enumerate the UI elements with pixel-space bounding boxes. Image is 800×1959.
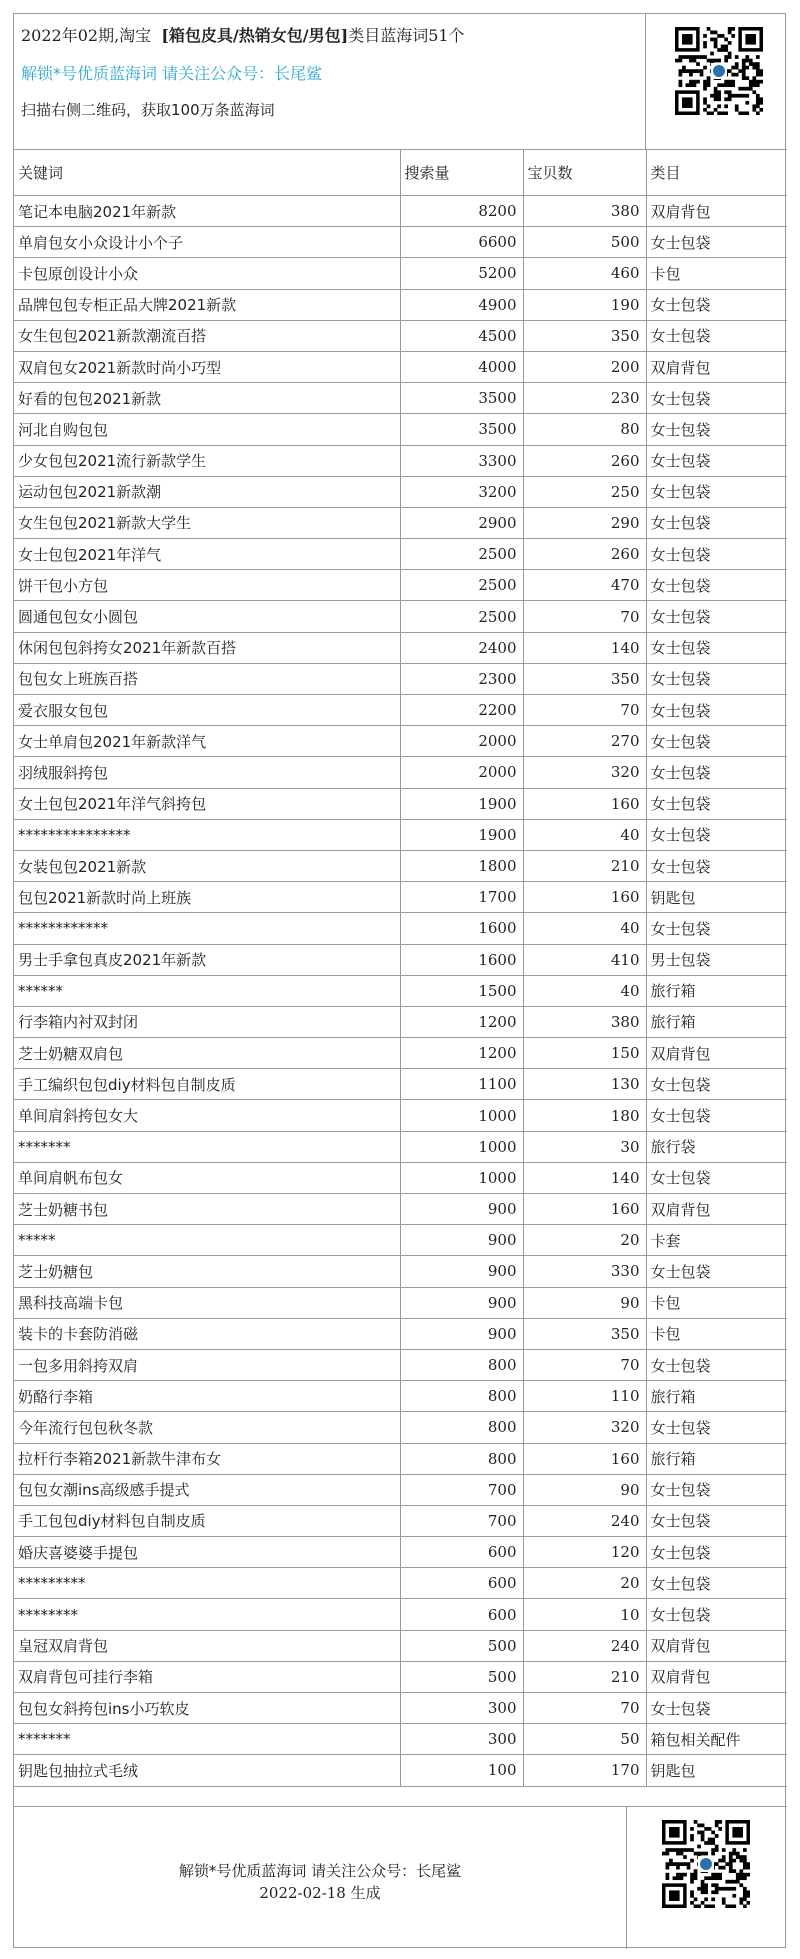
cell-search: 500 bbox=[400, 1661, 523, 1692]
scan-hint: 扫描右侧二维码，获取100万条蓝海词 bbox=[21, 101, 275, 119]
cell-keyword: 笔记本电脑2021年新款 bbox=[14, 196, 400, 227]
cell-search: 3300 bbox=[400, 445, 523, 476]
cell-keyword: 行李箱内衬双封闭 bbox=[14, 1006, 400, 1037]
promo-text: 解锁*号优质蓝海词 请关注公众号：长尾鲨 bbox=[21, 64, 323, 83]
cell-search: 1200 bbox=[400, 1038, 523, 1069]
cell-items: 170 bbox=[523, 1755, 646, 1786]
cell-category: 女士包袋 bbox=[646, 1349, 787, 1380]
cell-keyword: 婚庆喜婆婆手提包 bbox=[14, 1537, 400, 1568]
cell-category: 卡包 bbox=[646, 1318, 787, 1349]
cell-category: 双肩背包 bbox=[646, 351, 787, 382]
cell-keyword: 一包多用斜挎双肩 bbox=[14, 1349, 400, 1380]
table-row bbox=[14, 726, 787, 757]
cell-items: 230 bbox=[523, 383, 646, 414]
cell-keyword: 单间肩帆布包女 bbox=[14, 1162, 400, 1193]
cell-items: 70 bbox=[523, 1349, 646, 1380]
cell-keyword: 休闲包包斜挎女2021年新款百搭 bbox=[14, 632, 400, 663]
cell-keyword: 手工包包diy材料包自制皮质 bbox=[14, 1505, 400, 1536]
cell-items: 200 bbox=[523, 351, 646, 382]
cell-keyword: 少女包包2021流行新款学生 bbox=[14, 445, 400, 476]
cell-search: 2000 bbox=[400, 757, 523, 788]
cell-category: 钥匙包 bbox=[646, 882, 787, 913]
footer-promo: 解锁*号优质蓝海词 请关注公众号：长尾鲨 bbox=[178, 1862, 462, 1880]
cell-keyword: 芝士奶糖双肩包 bbox=[14, 1038, 400, 1069]
table-row bbox=[14, 1069, 787, 1100]
cell-items: 90 bbox=[523, 1287, 646, 1318]
table-row bbox=[14, 1381, 787, 1412]
cell-items: 150 bbox=[523, 1038, 646, 1069]
cell-search: 3200 bbox=[400, 476, 523, 507]
cell-category: 箱包相关配件 bbox=[646, 1724, 787, 1755]
cell-items: 380 bbox=[523, 196, 646, 227]
cell-search: 800 bbox=[400, 1381, 523, 1412]
cell-keyword: 圆通包包女小圆包 bbox=[14, 601, 400, 632]
table-row bbox=[14, 1724, 787, 1755]
cell-keyword: *************** bbox=[14, 819, 400, 850]
table-row bbox=[14, 539, 787, 570]
table-row bbox=[14, 975, 787, 1006]
table-row bbox=[14, 289, 787, 320]
table-row bbox=[14, 882, 787, 913]
report-header bbox=[14, 14, 787, 150]
cell-items: 30 bbox=[523, 1131, 646, 1162]
cell-items: 240 bbox=[523, 1630, 646, 1661]
cell-items: 40 bbox=[523, 975, 646, 1006]
col-header-category: 类目 bbox=[646, 150, 787, 196]
cell-search: 700 bbox=[400, 1505, 523, 1536]
cell-category: 旅行箱 bbox=[646, 1381, 787, 1412]
table-row bbox=[14, 632, 787, 663]
cell-items: 470 bbox=[523, 570, 646, 601]
cell-search: 2200 bbox=[400, 695, 523, 726]
qr-code-icon bbox=[675, 27, 763, 115]
cell-search: 500 bbox=[400, 1630, 523, 1661]
table-row bbox=[14, 663, 787, 694]
table-row bbox=[14, 1412, 787, 1443]
cell-category: 双肩背包 bbox=[646, 1661, 787, 1692]
cell-search: 600 bbox=[400, 1537, 523, 1568]
cell-keyword: 双肩包女2021新款时尚小巧型 bbox=[14, 351, 400, 382]
cell-keyword: 女士包包2021年洋气 bbox=[14, 539, 400, 570]
cell-category: 女士包袋 bbox=[646, 663, 787, 694]
cell-items: 350 bbox=[523, 320, 646, 351]
cell-category: 女士包袋 bbox=[646, 1069, 787, 1100]
cell-category: 双肩背包 bbox=[646, 1630, 787, 1661]
cell-items: 160 bbox=[523, 1194, 646, 1225]
cell-items: 320 bbox=[523, 757, 646, 788]
cell-search: 8200 bbox=[400, 196, 523, 227]
cell-items: 210 bbox=[523, 850, 646, 881]
cell-items: 260 bbox=[523, 445, 646, 476]
cell-keyword: 装卡的卡套防消磁 bbox=[14, 1318, 400, 1349]
cell-search: 1100 bbox=[400, 1069, 523, 1100]
cell-keyword: 包包2021新款时尚上班族 bbox=[14, 882, 400, 913]
cell-search: 900 bbox=[400, 1287, 523, 1318]
table-row bbox=[14, 1318, 787, 1349]
cell-items: 460 bbox=[523, 258, 646, 289]
cell-keyword: 今年流行包包秋冬款 bbox=[14, 1412, 400, 1443]
table-row bbox=[14, 1131, 787, 1162]
cell-keyword: 运动包包2021新款潮 bbox=[14, 476, 400, 507]
cell-search: 1800 bbox=[400, 850, 523, 881]
table-row bbox=[14, 1661, 787, 1692]
cell-search: 2300 bbox=[400, 663, 523, 694]
cell-keyword: 皇冠双肩背包 bbox=[14, 1630, 400, 1661]
cell-keyword: ***** bbox=[14, 1225, 400, 1256]
cell-items: 330 bbox=[523, 1256, 646, 1287]
table-row bbox=[14, 1194, 787, 1225]
cell-search: 1500 bbox=[400, 975, 523, 1006]
cell-search: 1200 bbox=[400, 1006, 523, 1037]
cell-category: 双肩背包 bbox=[646, 1038, 787, 1069]
cell-keyword: ********* bbox=[14, 1568, 400, 1599]
cell-items: 320 bbox=[523, 1412, 646, 1443]
cell-items: 380 bbox=[523, 1006, 646, 1037]
cell-keyword: 女士单肩包2021年新款洋气 bbox=[14, 726, 400, 757]
cell-keyword: ************ bbox=[14, 913, 400, 944]
cell-keyword: 双肩背包可挂行李箱 bbox=[14, 1661, 400, 1692]
table-row bbox=[14, 695, 787, 726]
cell-category: 女士包袋 bbox=[646, 227, 787, 258]
cell-items: 160 bbox=[523, 882, 646, 913]
col-header-items: 宝贝数 bbox=[523, 150, 646, 196]
cell-items: 70 bbox=[523, 1693, 646, 1724]
header-text-cell bbox=[14, 14, 646, 150]
cell-search: 1000 bbox=[400, 1100, 523, 1131]
table-row bbox=[14, 445, 787, 476]
cell-search: 1000 bbox=[400, 1131, 523, 1162]
cell-keyword: 芝士奶糖包 bbox=[14, 1256, 400, 1287]
table-row bbox=[14, 1100, 787, 1131]
cell-items: 250 bbox=[523, 476, 646, 507]
table-row bbox=[14, 944, 787, 975]
cell-category: 女士包袋 bbox=[646, 507, 787, 538]
cell-keyword: 品牌包包专柜正品大牌2021新款 bbox=[14, 289, 400, 320]
cell-keyword: 河北自购包包 bbox=[14, 414, 400, 445]
cell-category: 女士包袋 bbox=[646, 539, 787, 570]
cell-keyword: 单肩包女小众设计小个子 bbox=[14, 227, 400, 258]
cell-search: 800 bbox=[400, 1349, 523, 1380]
cell-items: 70 bbox=[523, 601, 646, 632]
cell-items: 350 bbox=[523, 1318, 646, 1349]
cell-category: 女士包袋 bbox=[646, 1100, 787, 1131]
cell-keyword: 单间肩斜挎包女大 bbox=[14, 1100, 400, 1131]
cell-search: 300 bbox=[400, 1693, 523, 1724]
report-category: [箱包皮具/热销女包/男包] bbox=[161, 26, 349, 45]
cell-search: 1900 bbox=[400, 788, 523, 819]
cell-search: 4000 bbox=[400, 351, 523, 382]
report-footer bbox=[14, 1806, 787, 1949]
table-row bbox=[14, 1038, 787, 1069]
table-row bbox=[14, 507, 787, 538]
cell-category: 旅行箱 bbox=[646, 1443, 787, 1474]
cell-search: 4900 bbox=[400, 289, 523, 320]
report-title: 2022年02期,淘宝 [箱包皮具/热销女包/男包]类目蓝海词51个 bbox=[21, 26, 465, 45]
cell-search: 1000 bbox=[400, 1162, 523, 1193]
cell-category: 女士包袋 bbox=[646, 414, 787, 445]
cell-keyword: 女生包包2021新款大学生 bbox=[14, 507, 400, 538]
cell-search: 1600 bbox=[400, 913, 523, 944]
cell-keyword: ****** bbox=[14, 975, 400, 1006]
table-row bbox=[14, 1630, 787, 1661]
cell-search: 2400 bbox=[400, 632, 523, 663]
cell-items: 240 bbox=[523, 1505, 646, 1536]
cell-category: 女士包袋 bbox=[646, 445, 787, 476]
table-row bbox=[14, 1537, 787, 1568]
cell-search: 2900 bbox=[400, 507, 523, 538]
cell-keyword: 奶酪行李箱 bbox=[14, 1381, 400, 1412]
cell-search: 6600 bbox=[400, 227, 523, 258]
cell-category: 卡套 bbox=[646, 1225, 787, 1256]
col-header-keyword: 关键词 bbox=[14, 150, 400, 196]
table-row bbox=[14, 1599, 787, 1630]
table-row bbox=[14, 788, 787, 819]
cell-category: 卡包 bbox=[646, 1287, 787, 1318]
cell-keyword: 钥匙包抽拉式毛绒 bbox=[14, 1755, 400, 1786]
cell-keyword: 包包女上班族百搭 bbox=[14, 663, 400, 694]
cell-items: 260 bbox=[523, 539, 646, 570]
cell-category: 女士包袋 bbox=[646, 320, 787, 351]
cell-search: 900 bbox=[400, 1256, 523, 1287]
cell-keyword: ******** bbox=[14, 1599, 400, 1630]
cell-category: 女士包袋 bbox=[646, 913, 787, 944]
cell-keyword: 好看的包包2021新款 bbox=[14, 383, 400, 414]
cell-items: 210 bbox=[523, 1661, 646, 1692]
table-row bbox=[14, 351, 787, 382]
table-row bbox=[14, 1505, 787, 1536]
cell-items: 500 bbox=[523, 227, 646, 258]
cell-category: 女士包袋 bbox=[646, 601, 787, 632]
table-row bbox=[14, 227, 787, 258]
table-row bbox=[14, 819, 787, 850]
cell-items: 350 bbox=[523, 663, 646, 694]
report-frame bbox=[13, 13, 786, 1948]
cell-category: 女士包袋 bbox=[646, 1256, 787, 1287]
cell-items: 140 bbox=[523, 632, 646, 663]
cell-items: 160 bbox=[523, 788, 646, 819]
table-row bbox=[14, 850, 787, 881]
cell-keyword: 羽绒服斜挎包 bbox=[14, 757, 400, 788]
cell-items: 20 bbox=[523, 1225, 646, 1256]
cell-items: 410 bbox=[523, 944, 646, 975]
cell-items: 120 bbox=[523, 1537, 646, 1568]
cell-category: 旅行箱 bbox=[646, 975, 787, 1006]
cell-search: 2500 bbox=[400, 570, 523, 601]
cell-category: 女士包袋 bbox=[646, 289, 787, 320]
table-row bbox=[14, 414, 787, 445]
cell-category: 男士包袋 bbox=[646, 944, 787, 975]
cell-items: 20 bbox=[523, 1568, 646, 1599]
cell-items: 110 bbox=[523, 1381, 646, 1412]
cell-items: 140 bbox=[523, 1162, 646, 1193]
table-row bbox=[14, 1006, 787, 1037]
cell-items: 180 bbox=[523, 1100, 646, 1131]
table-row bbox=[14, 1568, 787, 1599]
col-header-search: 搜索量 bbox=[400, 150, 523, 196]
cell-keyword: 包包女斜挎包ins小巧软皮 bbox=[14, 1693, 400, 1724]
table-row bbox=[14, 196, 787, 227]
table-row bbox=[14, 1474, 787, 1505]
cell-category: 钥匙包 bbox=[646, 1755, 787, 1786]
table-row bbox=[14, 383, 787, 414]
table-row bbox=[14, 1755, 787, 1786]
cell-category: 女士包袋 bbox=[646, 1162, 787, 1193]
cell-search: 900 bbox=[400, 1318, 523, 1349]
cell-category: 卡包 bbox=[646, 258, 787, 289]
cell-category: 女士包袋 bbox=[646, 1693, 787, 1724]
cell-items: 160 bbox=[523, 1443, 646, 1474]
cell-category: 女士包袋 bbox=[646, 1412, 787, 1443]
table-row bbox=[14, 320, 787, 351]
cell-search: 300 bbox=[400, 1724, 523, 1755]
table-row bbox=[14, 913, 787, 944]
cell-items: 70 bbox=[523, 695, 646, 726]
cell-keyword: ******* bbox=[14, 1131, 400, 1162]
cell-category: 女士包袋 bbox=[646, 1505, 787, 1536]
cell-category: 女士包袋 bbox=[646, 788, 787, 819]
cell-items: 50 bbox=[523, 1724, 646, 1755]
table-row bbox=[14, 1443, 787, 1474]
cell-category: 旅行箱 bbox=[646, 1006, 787, 1037]
cell-keyword: 拉杆行李箱2021新款牛津布女 bbox=[14, 1443, 400, 1474]
cell-keyword: 饼干包小方包 bbox=[14, 570, 400, 601]
cell-items: 90 bbox=[523, 1474, 646, 1505]
table-row bbox=[14, 258, 787, 289]
table-row bbox=[14, 1225, 787, 1256]
cell-search: 100 bbox=[400, 1755, 523, 1786]
cell-keyword: 爱衣服女包包 bbox=[14, 695, 400, 726]
table-row bbox=[14, 1162, 787, 1193]
cell-items: 270 bbox=[523, 726, 646, 757]
cell-search: 5200 bbox=[400, 258, 523, 289]
table-row bbox=[14, 476, 787, 507]
cell-category: 女士包袋 bbox=[646, 850, 787, 881]
footer-date: 2022-02-18 生成 bbox=[259, 1884, 381, 1902]
cell-keyword: 芝士奶糖书包 bbox=[14, 1194, 400, 1225]
cell-search: 900 bbox=[400, 1194, 523, 1225]
cell-keyword: 男士手拿包真皮2021年新款 bbox=[14, 944, 400, 975]
cell-keyword: 包包女潮ins高级感手提式 bbox=[14, 1474, 400, 1505]
cell-search: 4500 bbox=[400, 320, 523, 351]
cell-search: 1600 bbox=[400, 944, 523, 975]
footer-qr-cell bbox=[627, 1807, 787, 1949]
cell-category: 女士包袋 bbox=[646, 726, 787, 757]
cell-keyword: ******* bbox=[14, 1724, 400, 1755]
table-row bbox=[14, 1256, 787, 1287]
table-row bbox=[14, 601, 787, 632]
cell-category: 女士包袋 bbox=[646, 1599, 787, 1630]
cell-search: 2500 bbox=[400, 539, 523, 570]
cell-search: 800 bbox=[400, 1412, 523, 1443]
cell-items: 290 bbox=[523, 507, 646, 538]
cell-category: 旅行袋 bbox=[646, 1131, 787, 1162]
cell-category: 女士包袋 bbox=[646, 819, 787, 850]
table-row bbox=[14, 570, 787, 601]
cell-search: 600 bbox=[400, 1568, 523, 1599]
cell-category: 女士包袋 bbox=[646, 570, 787, 601]
cell-category: 女士包袋 bbox=[646, 757, 787, 788]
cell-search: 1700 bbox=[400, 882, 523, 913]
cell-items: 190 bbox=[523, 289, 646, 320]
cell-keyword: 手工编织包包diy材料包自制皮质 bbox=[14, 1069, 400, 1100]
cell-category: 女士包袋 bbox=[646, 695, 787, 726]
cell-keyword: 卡包原创设计小众 bbox=[14, 258, 400, 289]
cell-search: 800 bbox=[400, 1443, 523, 1474]
table-row bbox=[14, 757, 787, 788]
header-qr-cell bbox=[646, 14, 787, 150]
cell-search: 700 bbox=[400, 1474, 523, 1505]
cell-search: 2000 bbox=[400, 726, 523, 757]
cell-category: 女士包袋 bbox=[646, 632, 787, 663]
cell-category: 女士包袋 bbox=[646, 1537, 787, 1568]
table-row bbox=[14, 1349, 787, 1380]
cell-items: 40 bbox=[523, 913, 646, 944]
cell-keyword: 女土包包2021年洋气斜挎包 bbox=[14, 788, 400, 819]
cell-category: 女士包袋 bbox=[646, 1568, 787, 1599]
cell-keyword: 女生包包2021新款潮流百搭 bbox=[14, 320, 400, 351]
cell-items: 40 bbox=[523, 819, 646, 850]
table-row bbox=[14, 1693, 787, 1724]
cell-items: 80 bbox=[523, 414, 646, 445]
cell-search: 900 bbox=[400, 1225, 523, 1256]
cell-search: 2500 bbox=[400, 601, 523, 632]
cell-items: 10 bbox=[523, 1599, 646, 1630]
cell-search: 3500 bbox=[400, 414, 523, 445]
cell-search: 3500 bbox=[400, 383, 523, 414]
cell-category: 双肩背包 bbox=[646, 1194, 787, 1225]
cell-keyword: 女装包包2021新款 bbox=[14, 850, 400, 881]
keyword-table bbox=[14, 150, 787, 1787]
cell-category: 双肩背包 bbox=[646, 196, 787, 227]
cell-category: 女士包袋 bbox=[646, 383, 787, 414]
cell-items: 130 bbox=[523, 1069, 646, 1100]
cell-category: 女士包袋 bbox=[646, 1474, 787, 1505]
cell-keyword: 黑科技高端卡包 bbox=[14, 1287, 400, 1318]
footer-text-cell bbox=[14, 1807, 627, 1949]
cell-search: 1900 bbox=[400, 819, 523, 850]
table-row bbox=[14, 1287, 787, 1318]
cell-category: 女士包袋 bbox=[646, 476, 787, 507]
qr-code-icon bbox=[662, 1820, 750, 1908]
cell-search: 600 bbox=[400, 1599, 523, 1630]
